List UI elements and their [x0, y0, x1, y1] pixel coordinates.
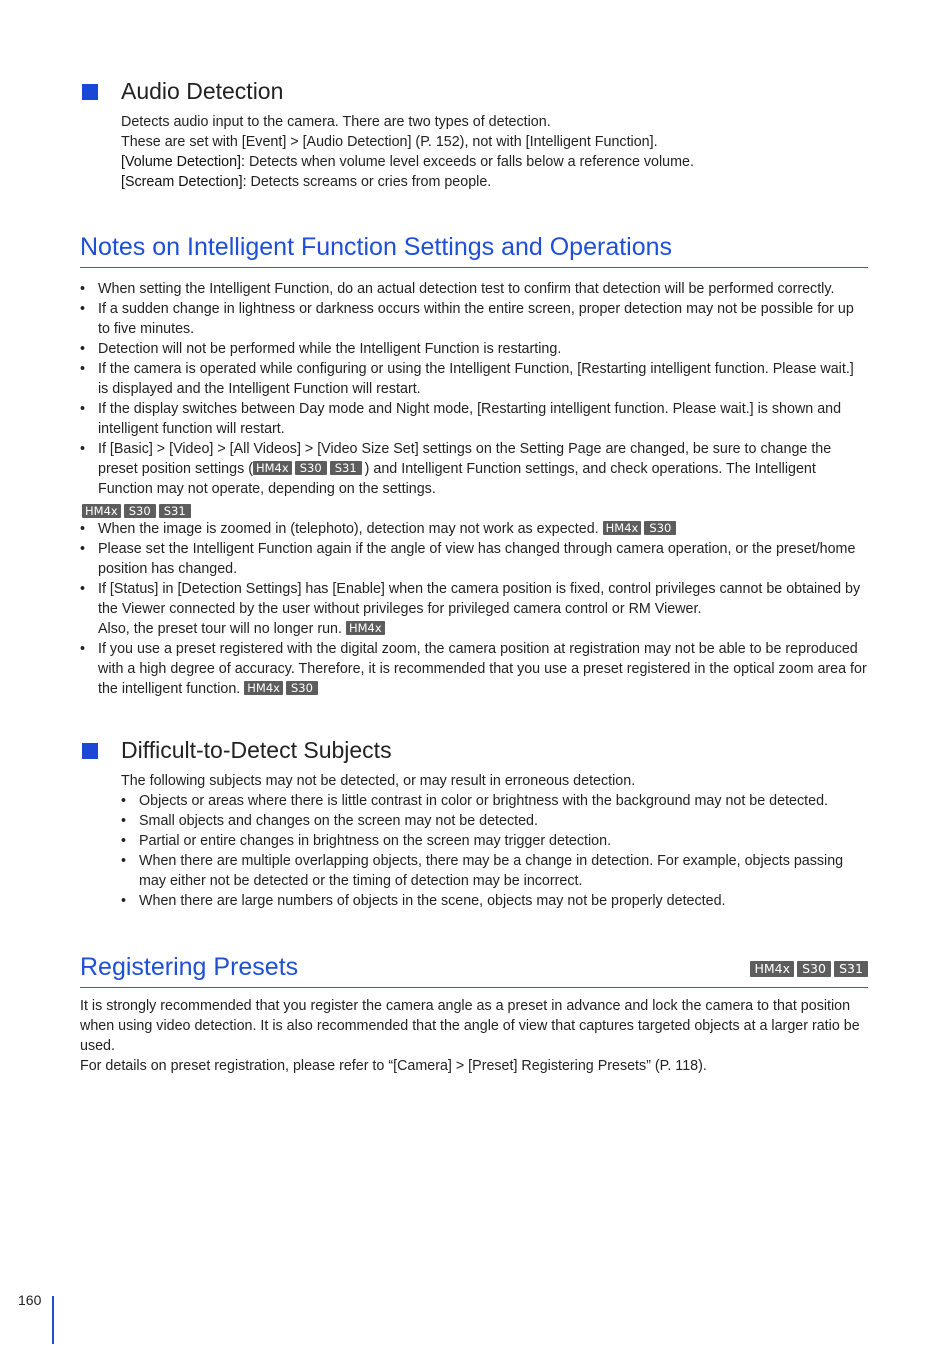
- scream-detection-term: [Scream Detection]:: [121, 174, 247, 190]
- page-number: 160: [18, 1292, 42, 1308]
- audio-detection-body: [121, 112, 881, 192]
- list-item: • Detection will not be performed while the Intelligent Function is restarting.: [80, 339, 868, 359]
- model-tag-s31: S31: [834, 961, 868, 977]
- list-item: • If the display switches between Day mode and Night mode, [Restarting intelligent function. Please wait.] is shown and intelligent function will restart.: [80, 399, 868, 439]
- scream-detection-text: Detects screams or cries from people.: [246, 174, 492, 190]
- notes-list-1: [80, 279, 868, 499]
- model-tag-hm4x: HM4x: [82, 504, 121, 518]
- list-item: [80, 639, 868, 699]
- presets-p2: For details on preset registration, please refer to “[Camera] > [Preset] Registering Presets” (P. 118).: [80, 1058, 707, 1074]
- model-tag-s30: S30: [797, 961, 831, 977]
- model-tag-hm4x: HM4x: [603, 521, 642, 535]
- list-item-text: If [Status] in [Detection Settings] has [Enable] when the camera position is fixed, control privileges cannot be obtained by the Viewer connected by the user without privileges for privileged camera control or RM Viewer.: [98, 581, 861, 617]
- difficult-heading: [82, 737, 392, 764]
- registering-presets-heading: Registering Presets: [80, 952, 868, 988]
- square-bullet-icon: [82, 743, 98, 759]
- list-item: • If the camera is operated while configuring or using the Intelligent Function, [Restarting intelligent function. Please wait.] is displayed and the Intelligent Function will restart.: [80, 359, 868, 399]
- audio-detection-heading: [82, 78, 283, 105]
- list-item: • When there are multiple overlapping objects, there may be a change in detection. For example, objects passing may either not be detected or the timing of detection may be incorrect.: [121, 851, 868, 891]
- list-item: • When there are large numbers of objects in the scene, objects may not be properly detected.: [121, 891, 868, 911]
- difficult-intro: The following subjects may not be detected, or may result in erroneous detection.: [121, 773, 636, 789]
- presets-p1: It is strongly recommended that you register the camera angle as a preset in advance and lock the camera to that position when using video detection. It is also recommended that the angle of view that captures targeted objects at a larger ratio be used.: [80, 998, 860, 1054]
- list-item: • Please set the Intelligent Function again if the angle of view has changed through camera operation, or the preset/home position has changed.: [80, 539, 868, 579]
- list-item: • Objects or areas where there is little contrast in color or brightness with the background may not be detected.: [121, 791, 868, 811]
- list-item: [80, 519, 868, 539]
- square-bullet-icon: [82, 84, 98, 100]
- model-tag-s31: S31: [159, 504, 191, 518]
- list-item: [80, 579, 868, 639]
- list-item-text: If you use a preset registered with the digital zoom, the camera position at registration may not be able to be reproduced with a high degree of accuracy. Therefore, it is recommended that you use a preset registered in the optical zoom area for the intelligent function.: [98, 641, 867, 697]
- model-tag-hm4x: HM4x: [346, 621, 385, 635]
- list-item-text: When the image is zoomed in (telephoto), detection may not work as expected.: [98, 521, 599, 537]
- audio-p2: These are set with [Event] > [Audio Detection] (P. 152), not with [Intelligent Function].: [121, 134, 658, 150]
- volume-detection-term: [Volume Detection]:: [121, 154, 245, 170]
- model-tag-hm4x: HM4x: [244, 681, 283, 695]
- presets-model-tags: [750, 961, 868, 979]
- presets-body: [80, 996, 868, 1076]
- list-item: • Partial or entire changes in brightness on the screen may trigger detection.: [121, 831, 868, 851]
- difficult-body: [121, 771, 868, 911]
- model-tag-hm4x: HM4x: [253, 461, 292, 475]
- model-tag-s30: S30: [124, 504, 156, 518]
- scream-detection-line: [121, 172, 881, 192]
- list-item: • If a sudden change in lightness or darkness occurs within the entire screen, proper detection may not be possible for up to five minutes.: [80, 299, 868, 339]
- volume-detection-line: [121, 152, 881, 172]
- list-item-text: ) and Intelligent Function settings, and check operations. The Intelligent Function may not operate, depending on the settings.: [98, 461, 816, 497]
- page-number-divider: [52, 1296, 54, 1344]
- audio-detection-title: Audio Detection: [121, 78, 284, 104]
- list-item: • When setting the Intelligent Function, do an actual detection test to confirm that detection will be performed correctly.: [80, 279, 868, 299]
- list-item-text: Also, the preset tour will no longer run.: [98, 621, 342, 637]
- model-tag-s30: S30: [286, 681, 318, 695]
- model-tag-s31: S31: [330, 461, 362, 475]
- list-item: [80, 439, 868, 499]
- difficult-title: Difficult-to-Detect Subjects: [121, 737, 392, 763]
- notes-heading: Notes on Intelligent Function Settings and Operations: [80, 232, 868, 268]
- model-tag-hm4x: HM4x: [750, 961, 794, 977]
- audio-p1: Detects audio input to the camera. There are two types of detection.: [121, 114, 551, 130]
- model-tag-s30: S30: [295, 461, 327, 475]
- notes-list-2: [80, 519, 868, 699]
- list-item-text: If [Basic] > [Video] > [All Videos] > [Video Size Set] settings on the Setting Page are changed, be sure to change the preset position settings (: [98, 441, 832, 477]
- volume-detection-text: Detects when volume level exceeds or falls below a reference volume.: [244, 154, 694, 170]
- list-item: • Small objects and changes on the screen may not be detected.: [121, 811, 868, 831]
- model-tag-s30: S30: [644, 521, 676, 535]
